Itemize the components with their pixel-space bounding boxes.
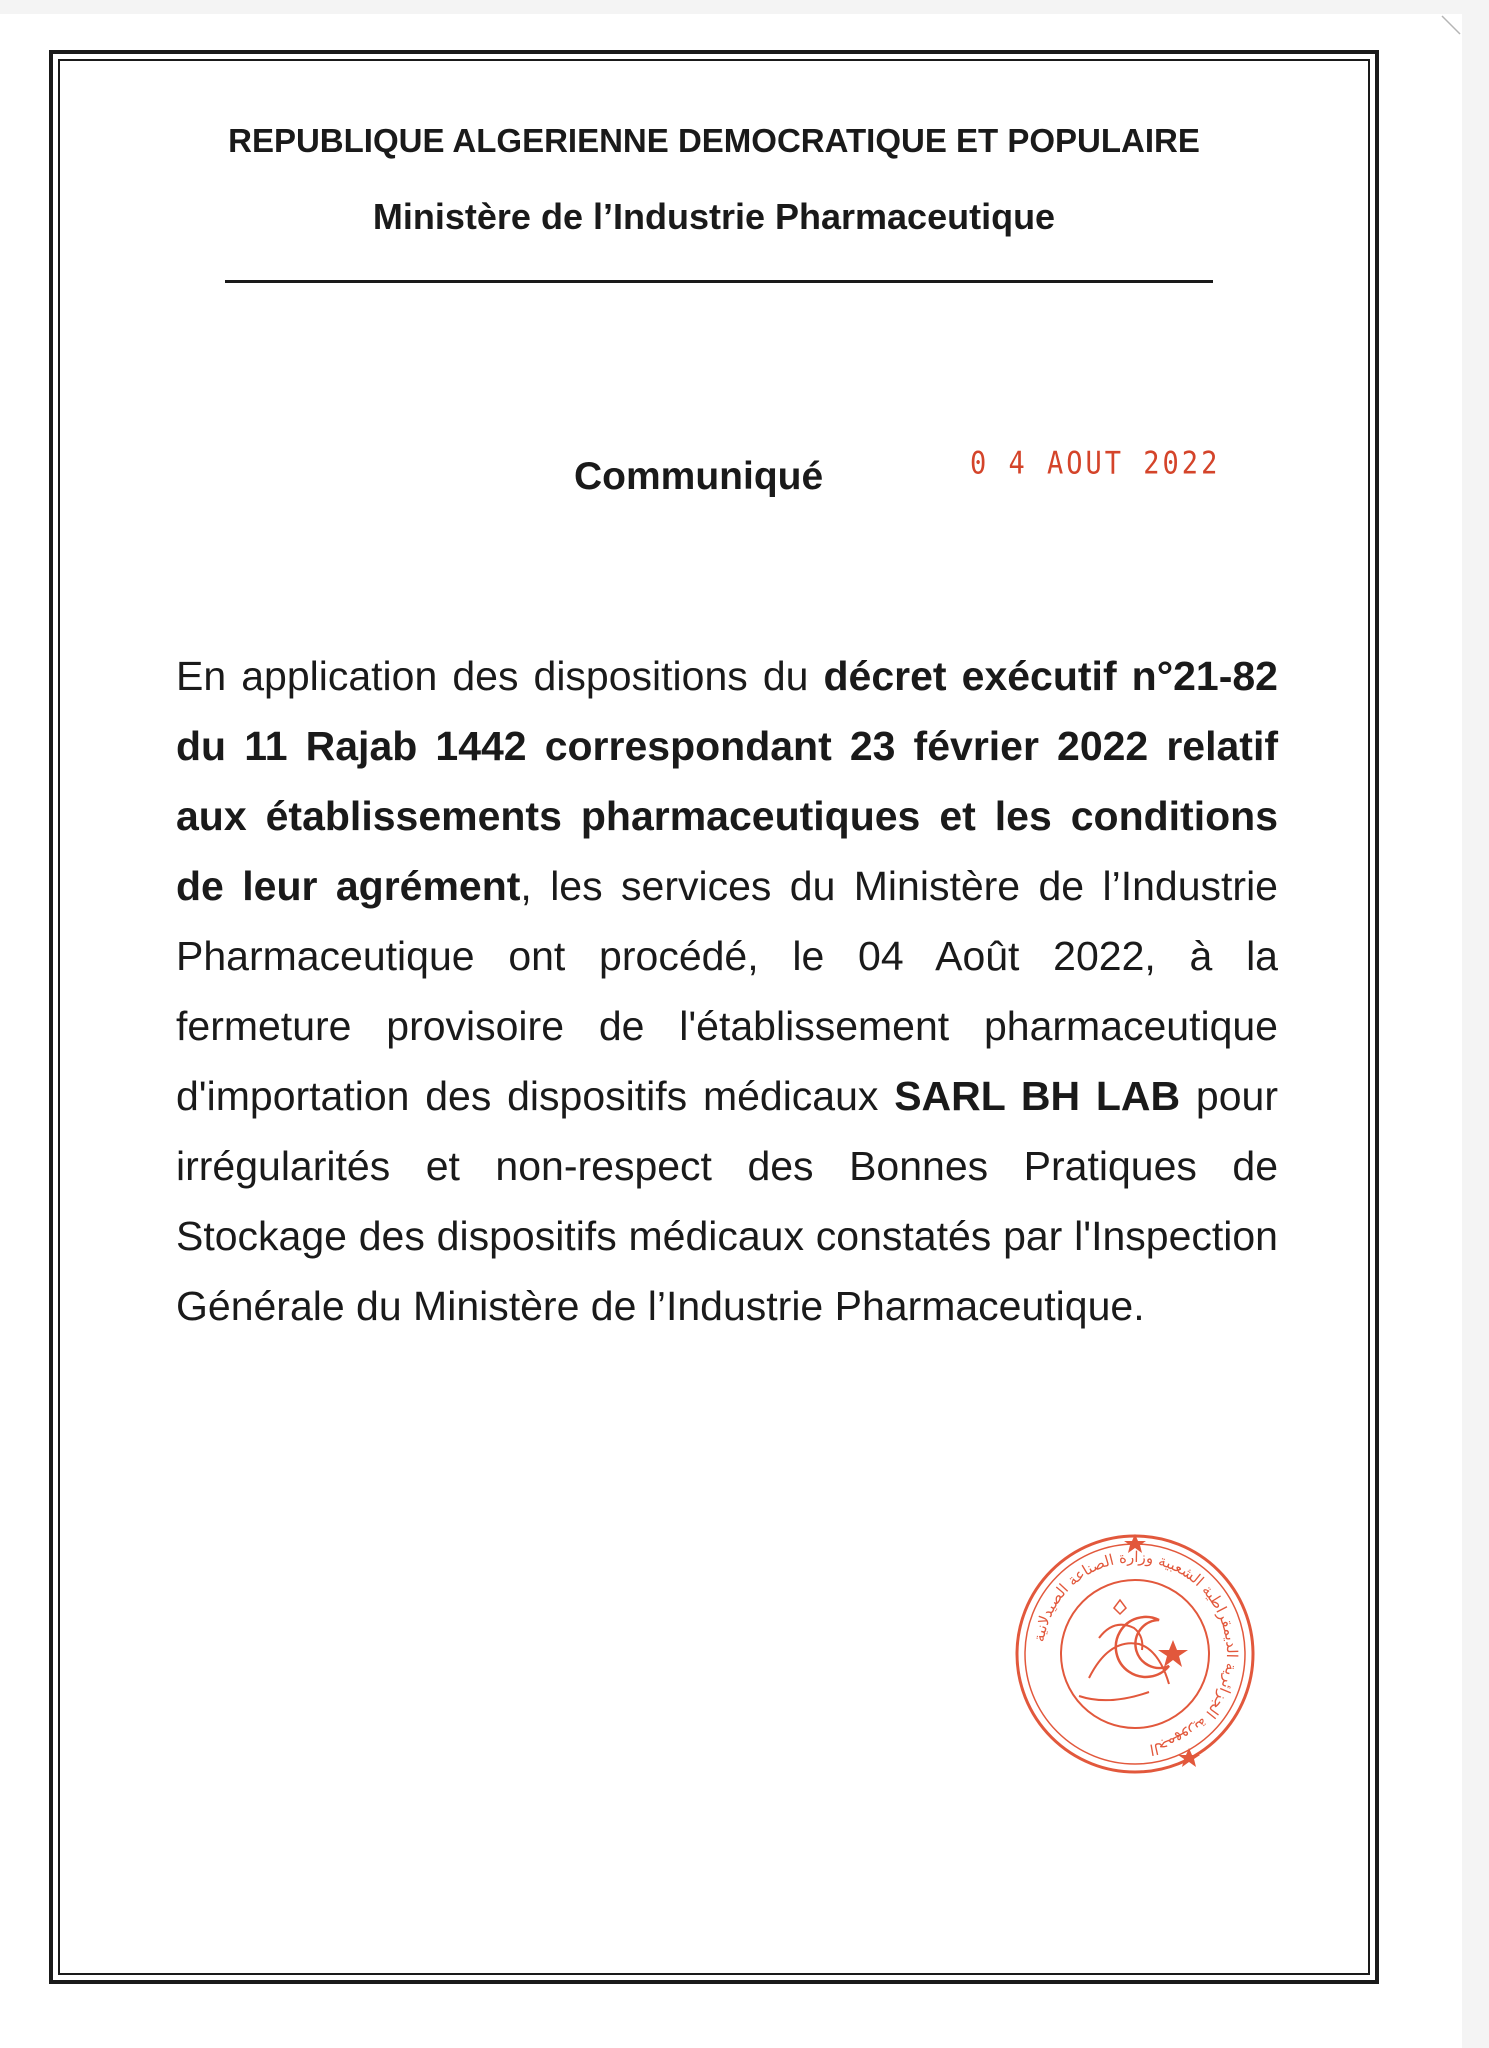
- date-stamp: 0 4 AOUT 2022: [970, 445, 1221, 482]
- company-name: SARL BH LAB: [894, 1073, 1181, 1119]
- seal-ring-text: الجمهورية الجزائرية الديمقراطية الشعبية وزارة الصناعة الصيدلانية: [1029, 1547, 1242, 1759]
- header-divider: [225, 280, 1213, 283]
- republic-heading: REPUBLIQUE ALGERIENNE DEMOCRATIQUE ET POPULAIRE: [228, 122, 1200, 159]
- scan-corner-mark: [1440, 14, 1462, 36]
- body-text-1: En application des dispositions du: [176, 653, 824, 699]
- body-text-2: , les services du Ministère de l’Industrie Pharmaceutique ont procédé, le 04 Août 2022, à la fermeture provisoire de l'établissement pharmaceutique d'importation des dispositifs médicaux: [176, 863, 1278, 1119]
- body-text-3: pour irrégularités et non-respect des Bonnes Pratiques de Stockage des dispositifs médicaux constatés par l'Inspection Générale du Ministère de l’Industrie Pharmaceutique.: [176, 1073, 1278, 1329]
- communique-body: [176, 641, 1278, 1341]
- document-title: Communiqué: [574, 455, 824, 498]
- decree-reference: décret exécutif n°21-82 du 11 Rajab 1442 correspondant 23 février 2022 relatif aux établissements pharmaceutiques et les conditions de leur agrément: [176, 653, 1278, 909]
- ministry-heading: Ministère de l’Industrie Pharmaceutique: [372, 196, 1056, 237]
- official-seal: [1009, 1528, 1261, 1780]
